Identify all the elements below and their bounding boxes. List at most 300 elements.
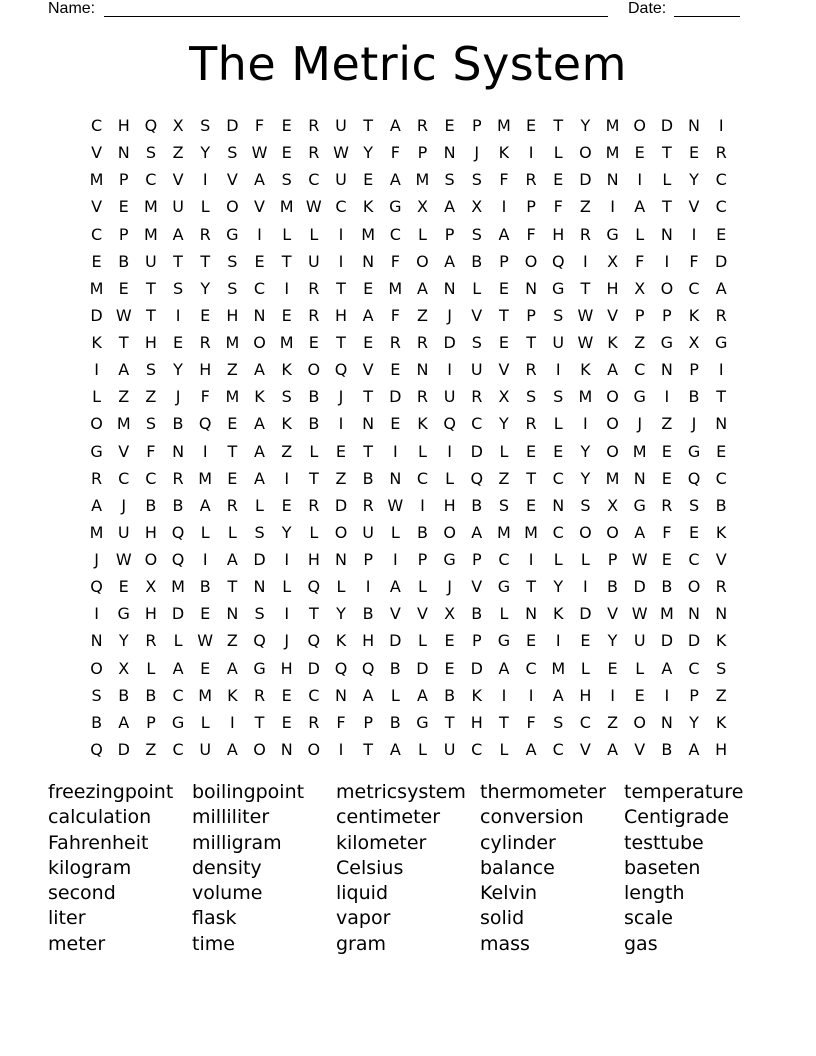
grid-letter[interactable]: V xyxy=(688,197,700,217)
grid-letter[interactable]: L xyxy=(309,224,319,244)
grid-letter[interactable]: D xyxy=(307,658,320,678)
grid-letter[interactable]: B xyxy=(308,414,320,434)
grid-letter[interactable]: E xyxy=(200,658,211,678)
grid-letter[interactable]: N xyxy=(443,143,456,163)
grid-letter[interactable]: P xyxy=(146,712,156,732)
grid-letter[interactable]: S xyxy=(91,685,102,705)
grid-letter[interactable]: N xyxy=(335,685,347,705)
grid-letter[interactable]: B xyxy=(607,577,619,597)
grid-letter[interactable]: N xyxy=(688,116,700,136)
grid-letter[interactable]: C xyxy=(145,468,157,488)
grid-letter[interactable]: Q xyxy=(253,631,266,651)
grid-letter[interactable]: M xyxy=(605,143,620,163)
grid-letter[interactable]: L xyxy=(336,577,346,597)
grid-letter[interactable]: C xyxy=(253,278,266,298)
grid-letter[interactable]: M xyxy=(116,414,131,434)
grid-letter[interactable]: M xyxy=(89,170,104,190)
grid-letter[interactable]: Q xyxy=(90,577,103,597)
grid-letter[interactable]: N xyxy=(117,143,130,163)
grid-letter[interactable]: M xyxy=(89,522,104,542)
grid-letter[interactable]: R xyxy=(525,414,537,434)
grid-letter[interactable]: Q xyxy=(171,550,185,570)
grid-letter[interactable]: I xyxy=(257,224,262,244)
grid-letter[interactable]: C xyxy=(172,739,184,759)
grid-letter[interactable]: N xyxy=(525,604,538,624)
grid-letter[interactable]: L xyxy=(553,414,563,434)
grid-letter[interactable]: M xyxy=(551,658,566,678)
grid-letter[interactable]: P xyxy=(444,224,455,244)
grid-letter[interactable]: D xyxy=(687,631,701,651)
grid-letter[interactable]: E xyxy=(118,197,129,217)
grid-letter[interactable]: I xyxy=(637,170,643,190)
grid-letter[interactable]: J xyxy=(175,387,181,407)
grid-letter[interactable]: Z xyxy=(335,468,347,488)
grid-letter[interactable]: K xyxy=(715,712,727,732)
grid-letter[interactable]: C xyxy=(634,360,646,380)
grid-letter[interactable]: Z xyxy=(498,468,510,488)
grid-letter[interactable]: S xyxy=(281,387,292,407)
grid-letter[interactable]: C xyxy=(688,278,700,298)
grid-letter[interactable]: W xyxy=(577,305,594,325)
grid-letter[interactable]: E xyxy=(688,143,700,163)
grid-letter[interactable]: P xyxy=(363,550,373,570)
grid-letter[interactable]: C xyxy=(552,468,564,488)
grid-letter[interactable]: I xyxy=(501,197,507,217)
grid-letter[interactable]: C xyxy=(579,712,591,732)
grid-letter[interactable]: R xyxy=(226,495,238,515)
grid-letter[interactable]: N xyxy=(362,251,375,271)
grid-letter[interactable]: E xyxy=(526,495,537,515)
grid-letter[interactable]: A xyxy=(226,658,238,678)
grid-letter[interactable]: S xyxy=(444,170,455,190)
grid-letter[interactable]: V xyxy=(118,441,130,461)
grid-letter[interactable]: S xyxy=(471,333,482,353)
grid-letter[interactable]: P xyxy=(689,360,699,380)
grid-letter[interactable]: P xyxy=(118,170,129,190)
grid-letter[interactable]: G xyxy=(497,631,511,651)
grid-letter[interactable]: E xyxy=(254,251,265,271)
grid-letter[interactable]: E xyxy=(634,685,645,705)
grid-letter[interactable]: Y xyxy=(336,604,346,624)
grid-letter[interactable]: R xyxy=(579,224,591,244)
grid-letter[interactable]: D xyxy=(90,305,103,325)
grid-letter[interactable]: E xyxy=(227,468,238,488)
grid-letter[interactable]: E xyxy=(688,522,700,542)
grid-letter[interactable]: A xyxy=(254,441,265,461)
grid-letter[interactable]: O xyxy=(90,658,103,678)
grid-letter[interactable]: I xyxy=(284,550,290,570)
grid-letter[interactable]: Z xyxy=(607,712,619,732)
grid-letter[interactable]: M xyxy=(578,387,593,407)
grid-letter[interactable]: A xyxy=(226,739,238,759)
grid-letter[interactable]: C xyxy=(525,658,537,678)
grid-letter[interactable]: A xyxy=(471,522,483,542)
grid-letter[interactable]: N xyxy=(280,739,293,759)
grid-letter[interactable]: S xyxy=(145,143,156,163)
grid-letter[interactable]: S xyxy=(227,143,238,163)
grid-letter[interactable]: G xyxy=(633,387,646,407)
grid-letter[interactable]: Y xyxy=(200,278,211,298)
grid-letter[interactable]: I xyxy=(664,251,670,271)
grid-letter[interactable]: Y xyxy=(689,170,699,190)
grid-letter[interactable]: F xyxy=(526,712,536,732)
grid-letter[interactable]: P xyxy=(471,116,482,136)
grid-letter[interactable]: S xyxy=(200,116,211,136)
grid-letter[interactable]: N xyxy=(633,468,646,488)
grid-letter[interactable]: H xyxy=(144,333,157,353)
grid-letter[interactable]: A xyxy=(444,251,456,271)
grid-letter[interactable]: E xyxy=(607,658,618,678)
grid-letter[interactable]: K xyxy=(552,604,564,624)
grid-letter[interactable]: D xyxy=(226,116,239,136)
grid-letter[interactable]: I xyxy=(338,739,344,759)
grid-letter[interactable]: S xyxy=(526,387,537,407)
grid-letter[interactable]: L xyxy=(92,387,102,407)
grid-letter[interactable]: O xyxy=(633,116,646,136)
grid-letter[interactable]: K xyxy=(254,387,265,407)
grid-letter[interactable]: F xyxy=(146,441,156,461)
grid-letter[interactable]: I xyxy=(555,360,561,380)
grid-letter[interactable]: K xyxy=(607,333,618,353)
grid-letter[interactable]: O xyxy=(307,739,321,759)
grid-letter[interactable]: K xyxy=(580,360,591,380)
grid-letter[interactable]: G xyxy=(253,658,266,678)
grid-letter[interactable]: A xyxy=(498,224,510,244)
grid-letter[interactable]: N xyxy=(226,604,239,624)
grid-letter[interactable]: Q xyxy=(144,116,158,136)
grid-letter[interactable]: I xyxy=(94,360,99,380)
grid-letter[interactable]: H xyxy=(606,278,619,298)
grid-letter[interactable]: K xyxy=(715,522,727,542)
grid-letter[interactable]: T xyxy=(363,441,374,461)
grid-letter[interactable]: N xyxy=(90,631,103,651)
grid-letter[interactable]: C xyxy=(715,197,727,217)
grid-letter[interactable]: Y xyxy=(689,712,699,732)
grid-letter[interactable]: G xyxy=(90,441,103,461)
grid-letter[interactable]: T xyxy=(146,305,156,325)
grid-letter[interactable]: I xyxy=(528,685,534,705)
grid-letter[interactable]: A xyxy=(715,278,727,298)
grid-letter[interactable]: I xyxy=(338,224,344,244)
grid-letter[interactable]: F xyxy=(390,143,400,163)
grid-letter[interactable]: E xyxy=(444,658,455,678)
grid-letter[interactable]: F xyxy=(499,170,509,190)
grid-letter[interactable]: L xyxy=(417,739,427,759)
grid-letter[interactable]: Z xyxy=(579,197,591,217)
grid-letter[interactable]: H xyxy=(552,224,565,244)
grid-letter[interactable]: L xyxy=(390,522,400,542)
grid-letter[interactable]: Q xyxy=(361,658,375,678)
grid-letter[interactable]: X xyxy=(118,658,130,678)
grid-letter[interactable]: N xyxy=(606,170,619,190)
grid-letter[interactable]: E xyxy=(390,360,401,380)
grid-letter[interactable]: M xyxy=(143,197,158,217)
grid-letter[interactable]: R xyxy=(525,170,537,190)
grid-letter[interactable]: U xyxy=(552,333,565,353)
grid-letter[interactable]: E xyxy=(281,305,292,325)
grid-letter[interactable]: G xyxy=(443,550,456,570)
grid-letter[interactable]: A xyxy=(444,197,456,217)
grid-letter[interactable]: W xyxy=(197,631,214,651)
grid-letter[interactable]: T xyxy=(173,251,183,271)
grid-letter[interactable]: F xyxy=(390,251,400,271)
grid-letter[interactable]: O xyxy=(606,387,619,407)
grid-letter[interactable]: R xyxy=(253,685,266,705)
grid-letter[interactable]: S xyxy=(471,170,482,190)
grid-letter[interactable]: W xyxy=(115,305,132,325)
grid-letter[interactable]: H xyxy=(470,712,483,732)
grid-letter[interactable]: V xyxy=(172,170,184,190)
grid-letter[interactable]: J xyxy=(637,414,643,434)
grid-letter[interactable]: R xyxy=(416,333,429,353)
grid-letter[interactable]: L xyxy=(635,224,645,244)
grid-letter[interactable]: R xyxy=(715,577,727,597)
grid-letter[interactable]: G xyxy=(416,712,429,732)
grid-letter[interactable]: Z xyxy=(145,387,157,407)
grid-letter[interactable]: M xyxy=(198,468,213,488)
grid-letter[interactable]: S xyxy=(498,495,509,515)
grid-letter[interactable]: C xyxy=(118,468,130,488)
grid-letter[interactable]: B xyxy=(471,604,483,624)
grid-letter[interactable]: R xyxy=(199,224,211,244)
grid-letter[interactable]: J xyxy=(691,414,697,434)
grid-letter[interactable]: L xyxy=(662,170,672,190)
grid-letter[interactable]: L xyxy=(146,658,156,678)
grid-letter[interactable]: H xyxy=(144,522,157,542)
grid-letter[interactable]: C xyxy=(90,224,103,244)
grid-letter[interactable]: U xyxy=(335,170,347,190)
grid-letter[interactable]: P xyxy=(471,550,482,570)
grid-letter[interactable]: M xyxy=(632,441,647,461)
grid-letter[interactable]: M xyxy=(388,278,403,298)
grid-letter[interactable]: V xyxy=(226,170,238,190)
grid-letter[interactable]: V xyxy=(471,305,483,325)
grid-letter[interactable]: E xyxy=(91,251,102,271)
grid-letter[interactable]: B xyxy=(145,685,157,705)
grid-letter[interactable]: T xyxy=(526,577,536,597)
grid-letter[interactable]: F xyxy=(553,197,563,217)
grid-letter[interactable]: O xyxy=(633,712,646,732)
grid-letter[interactable]: B xyxy=(145,495,157,515)
grid-letter[interactable]: E xyxy=(634,143,645,163)
grid-letter[interactable]: R xyxy=(362,495,374,515)
grid-letter[interactable]: X xyxy=(471,197,483,217)
grid-letter[interactable]: U xyxy=(470,360,483,380)
grid-letter[interactable]: L xyxy=(282,224,292,244)
grid-letter[interactable]: Y xyxy=(553,577,564,597)
grid-letter[interactable]: I xyxy=(718,116,724,136)
grid-letter[interactable]: V xyxy=(607,305,619,325)
grid-letter[interactable]: T xyxy=(716,387,727,407)
grid-letter[interactable]: W xyxy=(115,550,132,570)
grid-letter[interactable]: N xyxy=(552,495,565,515)
grid-letter[interactable]: P xyxy=(634,305,645,325)
grid-letter[interactable]: O xyxy=(144,550,158,570)
grid-letter[interactable]: K xyxy=(281,360,292,380)
grid-letter[interactable]: M xyxy=(605,116,620,136)
grid-letter[interactable]: E xyxy=(363,333,374,353)
grid-letter[interactable]: U xyxy=(145,251,157,271)
grid-letter[interactable]: S xyxy=(172,278,184,298)
grid-letter[interactable]: R xyxy=(389,333,401,353)
grid-letter[interactable]: R xyxy=(308,305,320,325)
grid-letter[interactable]: H xyxy=(307,550,320,570)
grid-letter[interactable]: C xyxy=(172,685,184,705)
grid-letter[interactable]: P xyxy=(118,224,129,244)
grid-letter[interactable]: A xyxy=(552,685,564,705)
grid-letter[interactable]: A xyxy=(498,658,510,678)
grid-letter[interactable]: Q xyxy=(334,360,348,380)
grid-letter[interactable]: G xyxy=(660,333,674,353)
grid-letter[interactable]: E xyxy=(498,333,509,353)
grid-letter[interactable]: G xyxy=(389,197,402,217)
grid-letter[interactable]: R xyxy=(661,495,673,515)
grid-letter[interactable]: T xyxy=(499,305,509,325)
grid-letter[interactable]: I xyxy=(392,441,398,461)
grid-letter[interactable]: D xyxy=(660,116,674,136)
grid-letter[interactable]: B xyxy=(416,522,428,542)
grid-letter[interactable]: G xyxy=(633,495,646,515)
grid-letter[interactable]: D xyxy=(171,604,185,624)
grid-letter[interactable]: I xyxy=(202,170,208,190)
grid-letter[interactable]: M xyxy=(89,278,104,298)
grid-letter[interactable]: E xyxy=(661,550,672,570)
grid-letter[interactable]: H xyxy=(280,658,293,678)
grid-letter[interactable]: S xyxy=(254,522,265,542)
grid-letter[interactable]: Z xyxy=(145,739,157,759)
grid-letter[interactable]: N xyxy=(715,414,728,434)
grid-letter[interactable]: S xyxy=(553,305,564,325)
grid-letter[interactable]: A xyxy=(634,522,646,542)
grid-letter[interactable]: C xyxy=(416,468,429,488)
grid-letter[interactable]: E xyxy=(118,577,129,597)
grid-letter[interactable]: N xyxy=(715,604,728,624)
grid-letter[interactable]: O xyxy=(90,414,103,434)
grid-letter[interactable]: E xyxy=(526,631,537,651)
grid-letter[interactable]: M xyxy=(605,468,620,488)
grid-letter[interactable]: I xyxy=(664,685,670,705)
grid-letter[interactable]: B xyxy=(118,685,130,705)
grid-letter[interactable]: M xyxy=(198,685,213,705)
grid-letter[interactable]: J xyxy=(447,305,452,325)
grid-letter[interactable]: T xyxy=(499,712,509,732)
grid-letter[interactable]: T xyxy=(227,441,238,461)
grid-letter[interactable]: I xyxy=(202,550,208,570)
grid-letter[interactable]: E xyxy=(172,333,184,353)
grid-letter[interactable]: L xyxy=(635,658,645,678)
grid-letter[interactable]: B xyxy=(444,685,456,705)
grid-letter[interactable]: E xyxy=(661,441,672,461)
grid-letter[interactable]: V xyxy=(389,604,401,624)
grid-letter[interactable]: J xyxy=(474,143,480,163)
grid-letter[interactable]: O xyxy=(307,360,321,380)
grid-letter[interactable]: I xyxy=(365,577,371,597)
grid-letter[interactable]: A xyxy=(91,495,103,515)
grid-letter[interactable]: C xyxy=(552,522,564,542)
grid-letter[interactable]: O xyxy=(443,522,456,542)
grid-letter[interactable]: N xyxy=(688,604,700,624)
grid-letter[interactable]: H xyxy=(226,305,239,325)
grid-letter[interactable]: E xyxy=(308,333,319,353)
grid-letter[interactable]: L xyxy=(417,441,427,461)
grid-letter[interactable]: G xyxy=(171,712,185,732)
grid-letter[interactable]: E xyxy=(363,170,374,190)
grid-letter[interactable]: I xyxy=(420,495,425,515)
grid-letter[interactable]: E xyxy=(716,224,727,244)
grid-letter[interactable]: Q xyxy=(687,468,701,488)
grid-letter[interactable]: H xyxy=(144,604,157,624)
grid-letter[interactable]: R xyxy=(199,333,211,353)
grid-letter[interactable]: R xyxy=(525,360,537,380)
grid-letter[interactable]: M xyxy=(279,197,294,217)
grid-letter[interactable]: B xyxy=(389,712,401,732)
grid-letter[interactable]: E xyxy=(498,278,509,298)
grid-letter[interactable]: I xyxy=(392,550,398,570)
grid-letter[interactable]: O xyxy=(606,414,619,434)
grid-letter[interactable]: V xyxy=(91,143,103,163)
grid-letter[interactable]: E xyxy=(281,685,292,705)
grid-letter[interactable]: Q xyxy=(307,577,321,597)
grid-letter[interactable]: C xyxy=(308,170,320,190)
grid-letter[interactable]: D xyxy=(633,577,646,597)
grid-letter[interactable]: B xyxy=(199,577,211,597)
grid-letter[interactable]: W xyxy=(305,197,322,217)
grid-letter[interactable]: B xyxy=(715,495,727,515)
grid-letter[interactable]: C xyxy=(145,170,157,190)
grid-letter[interactable]: X xyxy=(145,577,157,597)
grid-letter[interactable]: R xyxy=(308,712,320,732)
grid-letter[interactable]: A xyxy=(416,278,428,298)
grid-letter[interactable]: Z xyxy=(661,414,673,434)
grid-letter[interactable]: M xyxy=(361,224,376,244)
grid-letter[interactable]: E xyxy=(363,278,374,298)
grid-letter[interactable]: A xyxy=(607,739,619,759)
grid-letter[interactable]: U xyxy=(335,116,347,136)
grid-letter[interactable]: L xyxy=(200,522,210,542)
grid-letter[interactable]: H xyxy=(334,305,347,325)
grid-letter[interactable]: C xyxy=(552,739,564,759)
grid-letter[interactable]: D xyxy=(253,550,266,570)
grid-letter[interactable]: H xyxy=(579,685,592,705)
grid-letter[interactable]: Q xyxy=(90,739,103,759)
grid-letter[interactable]: O xyxy=(226,197,239,217)
grid-letter[interactable]: K xyxy=(335,631,347,651)
grid-letter[interactable]: T xyxy=(118,333,129,353)
grid-letter[interactable]: T xyxy=(363,116,374,136)
grid-letter[interactable]: K xyxy=(688,305,700,325)
grid-letter[interactable]: P xyxy=(689,685,699,705)
grid-letter[interactable]: L xyxy=(472,278,482,298)
grid-letter[interactable]: A xyxy=(661,658,673,678)
grid-letter[interactable]: C xyxy=(688,550,700,570)
grid-letter[interactable]: B xyxy=(91,712,103,732)
grid-letter[interactable]: O xyxy=(334,522,348,542)
grid-letter[interactable]: Q xyxy=(443,414,456,434)
grid-letter[interactable]: R xyxy=(416,116,429,136)
grid-letter[interactable]: L xyxy=(309,522,319,542)
grid-letter[interactable]: P xyxy=(662,305,672,325)
grid-letter[interactable]: B xyxy=(308,387,320,407)
grid-letter[interactable]: L xyxy=(200,712,210,732)
grid-letter[interactable]: A xyxy=(607,360,619,380)
grid-letter[interactable]: S xyxy=(553,387,564,407)
grid-letter[interactable]: I xyxy=(664,387,670,407)
grid-letter[interactable]: E xyxy=(526,441,537,461)
grid-letter[interactable]: U xyxy=(362,522,374,542)
grid-letter[interactable]: R xyxy=(308,278,320,298)
grid-letter[interactable]: Y xyxy=(580,441,591,461)
grid-letter[interactable]: K xyxy=(417,414,428,434)
